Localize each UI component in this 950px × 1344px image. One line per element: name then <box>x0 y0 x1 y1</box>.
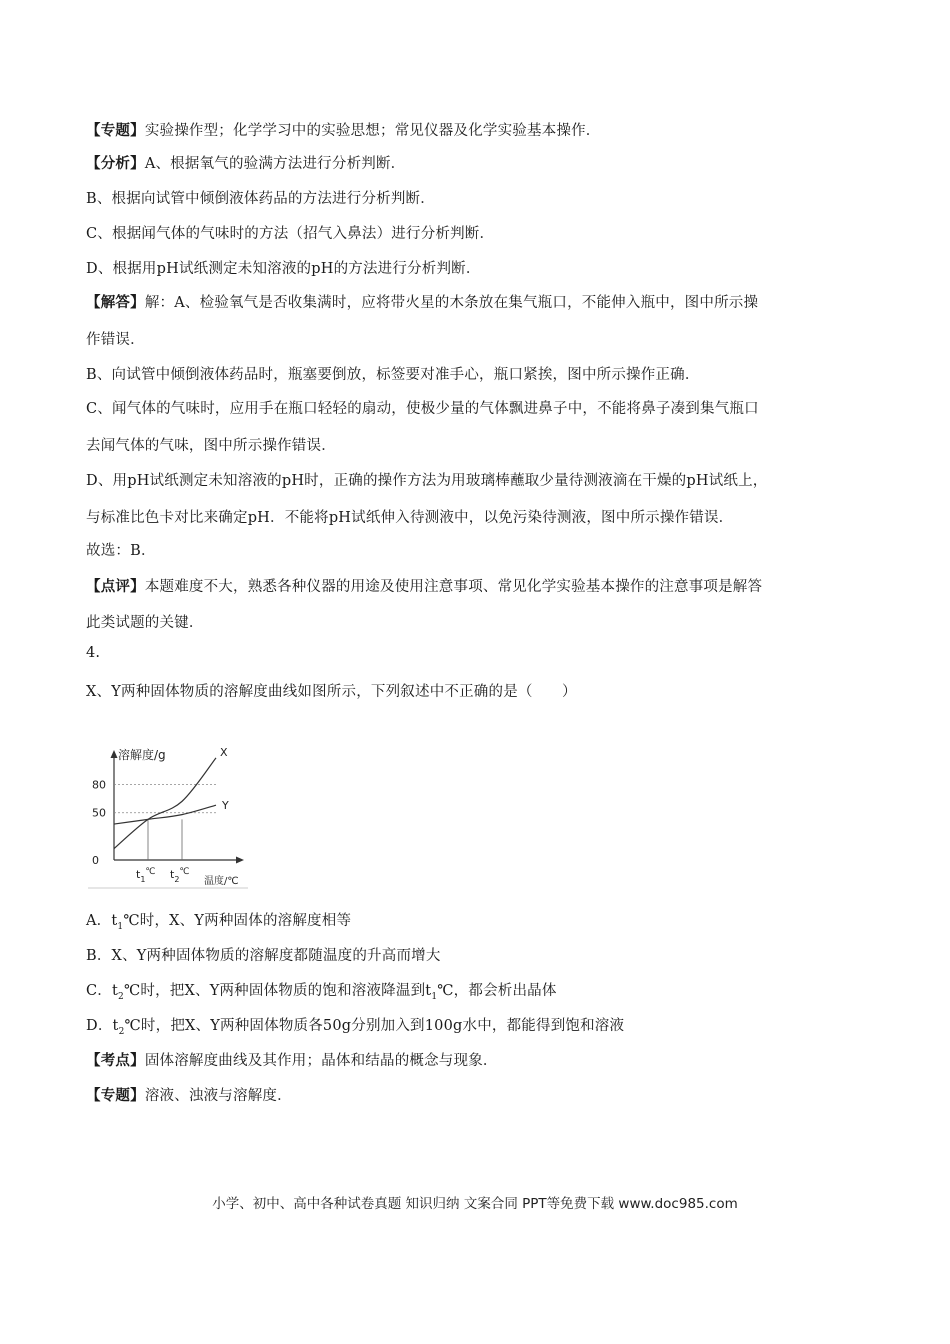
section-tag: 【专题】 <box>86 122 145 139</box>
option-a-sub: 1 <box>117 921 124 932</box>
option-d-sub: 2 <box>118 1026 125 1037</box>
option-c-sub1: 2 <box>118 991 124 1002</box>
text-line: C、根据闻气体的气味时的方法（招气入鼻法）进行分析判断． <box>86 226 495 242</box>
y-axis-arrow <box>111 750 118 758</box>
y-axis-label: 溶解度/g <box>118 748 166 762</box>
text-line <box>86 1084 292 1105</box>
series-label-y: Y <box>222 799 229 813</box>
question-stem: X、Y两种固体物质的溶解度曲线如图所示，下列叙述中不正确的是（ ） <box>86 684 577 700</box>
option-d-text: ℃时，把X、Y两种固体物质各50g分别加入到100g水中，都能得到饱和溶液 <box>124 1018 625 1034</box>
series-line-x <box>114 758 216 849</box>
text-line <box>86 575 762 596</box>
y-tick-label: 80 <box>92 778 106 792</box>
text-line <box>86 291 758 312</box>
text-line: 故选：B． <box>86 543 156 559</box>
option-d <box>86 1014 624 1037</box>
option-c-text: ℃，都会析出晶体 <box>437 983 557 999</box>
text-line: D、根据用pH试纸测定未知溶液的pH的方法进行分析判断． <box>86 261 481 277</box>
section-tag: 【专题】 <box>86 1087 145 1104</box>
section-text: 固体溶解度曲线及其作用；晶体和结晶的概念与现象． <box>144 1053 498 1069</box>
text-line: 作错误． <box>86 332 145 348</box>
section-text: 本题难度不大，熟悉各种仪器的用途及使用注意事项、常见化学实验基本操作的注意事项是解答 <box>144 579 763 595</box>
option-d-prefix: D．t <box>86 1018 119 1034</box>
option-c-prefix: C．t <box>86 983 119 999</box>
text-line <box>86 152 405 173</box>
text-line: 此类试题的关键． <box>86 615 204 631</box>
option-b: B．X、Y两种固体物质的溶解度都随温度的升高而增大 <box>86 948 441 964</box>
section-tag: 【点评】 <box>86 578 145 595</box>
series-label-x: X <box>220 745 228 759</box>
option-a <box>86 909 351 932</box>
text-line: 与标准比色卡对比来确定pH．不能将pH试纸伸入待测液中，以免污染待测液，图中所示操作错误． <box>86 510 734 526</box>
solubility-chart <box>88 742 253 892</box>
section-text: 解：A、检验氧气是否收集满时，应将带火星的木条放在集气瓶口，不能伸入瓶中，图中所示操 <box>144 295 759 311</box>
section-tag: 【考点】 <box>86 1052 145 1069</box>
option-c-mid: ℃时，把X、Y两种固体物质的饱和溶液降温到t <box>123 983 432 999</box>
y-tick-label: 0 <box>92 854 99 867</box>
page-footer: 小学、初中、高中各种试卷真题 知识归纳 文案合同 PPT等免费下载 www.doc985.com <box>212 1196 738 1212</box>
text-line: C、闻气体的气味时，应用手在瓶口轻轻的扇动，使极少量的气体飘进鼻子中，不能将鼻子凑到集气瓶口 <box>86 401 759 417</box>
text-line <box>86 1049 498 1070</box>
text-line: D、用pH试纸测定未知溶液的pH时，正确的操作方法为用玻璃棒蘸取少量待测液滴在干燥的pH试纸上， <box>86 473 768 489</box>
section-tag: 【分析】 <box>86 155 145 172</box>
question-number: 4. <box>86 645 101 661</box>
series-line-y <box>114 805 216 824</box>
option-c <box>86 979 557 1002</box>
y-tick-label: 50 <box>92 806 106 820</box>
text-line: 去闻气体的气味，图中所示操作错误． <box>86 438 336 454</box>
x-tick-label: $t_1^℃$ <box>136 867 156 884</box>
x-tick-label: $t_2^℃$ <box>170 867 190 884</box>
option-c-sub2: 1 <box>431 991 438 1002</box>
section-text: 实验操作型；化学学习中的实验思想；常见仪器及化学实验基本操作． <box>144 123 601 139</box>
x-axis-arrow <box>236 857 244 864</box>
section-tag: 【解答】 <box>86 294 145 311</box>
text-line <box>86 119 601 140</box>
option-a-text: ℃时，X、Y两种固体的溶解度相等 <box>123 913 352 929</box>
text-line: B、根据向试管中倾倒液体药品的方法进行分析判断． <box>86 191 435 207</box>
option-a-prefix: A．t <box>86 913 118 929</box>
x-axis-label: 温度/℃ <box>204 876 239 887</box>
text-line: B、向试管中倾倒液体药品时，瓶塞要倒放，标签要对准手心，瓶口紧挨，图中所示操作正确． <box>86 367 700 383</box>
section-text: A、根据氧气的验满方法进行分析判断． <box>144 156 406 172</box>
section-text: 溶液、浊液与溶解度． <box>144 1088 292 1104</box>
